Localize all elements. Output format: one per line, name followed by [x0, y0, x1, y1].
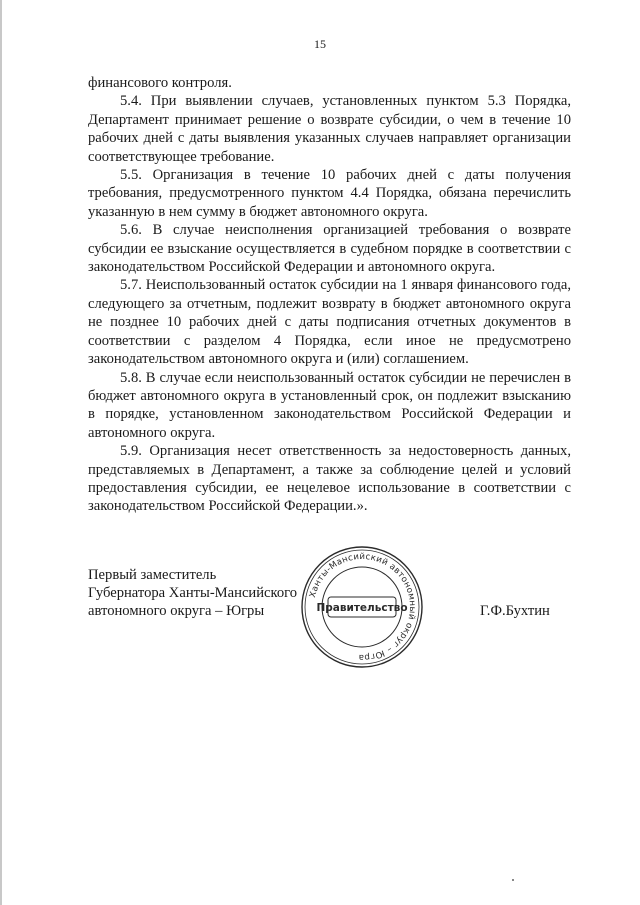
signatory-title-line: Первый заместитель — [88, 567, 217, 583]
page-edge-shadow — [0, 0, 2, 905]
official-seal-stamp — [300, 545, 424, 669]
signatory-title-line: Губернатора Ханты-Мансийского — [88, 585, 298, 602]
page-number: 15 — [314, 37, 326, 51]
paragraph-5-4: 5.4. При выявлении случаев, установленных пунктом 5.3 Порядка, Департамент принимает решение о возврате субсидии, о чем в течение 10 рабочих дней с даты выявления указанных случаев направляет организации соответствующее требование. — [88, 93, 571, 165]
paragraph-5-8: 5.8. В случае если неиспользованный остаток субсидии не перечислен в бюджет автономного округа в установленный срок, он подлежит взысканию в порядке, установленном законодательством Российской Федерации и автономного округа. — [88, 369, 571, 441]
scan-speck — [512, 879, 514, 881]
paragraph-continuation: финансового контроля. — [88, 75, 232, 91]
document-body — [88, 74, 571, 516]
paragraph-5-9: 5.9. Организация несет ответственность за недостоверность данных, представляемых в Департамент, а также за соблюдение целей и условий предоставления субсидии, ее нецелевое использование в соответствии с законодательством Российской Федерации.». — [88, 443, 571, 515]
seal-ring-text: Ханты-Мансийский автономный округ – Югра — [307, 551, 418, 663]
signatory-name: Г.Ф.Бухтин — [480, 603, 550, 619]
signatory-title-line: автономного округа – Югры — [88, 603, 265, 620]
signatory-title — [88, 566, 297, 621]
paragraph-5-7: 5.7. Неиспользованный остаток субсидии на 1 января финансового года, следующего за отчетным, подлежит возврату в бюджет автономного округа не позднее 10 рабочих дней с даты подписания отчетных документов в соответствии с разделом 4 Порядка, если иное не предусмотрено законодательством автономного округа и (или) соглашением. — [88, 277, 571, 368]
seal-center-text: Правительство — [316, 602, 408, 614]
paragraph-5-5: 5.5. Организация в течение 10 рабочих дней с даты получения требования, предусмотренного пунктом 4.4 Порядка, обязана перечислить указанную в нем сумму в бюджет автономного округа. — [88, 167, 571, 220]
paragraph-5-6: 5.6. В случае неисполнения организацией требования о возврате субсидии ее взыскание осуществляется в судебном порядке в соответствии с законодательством Российской Федерации и автономного округа. — [88, 222, 571, 276]
